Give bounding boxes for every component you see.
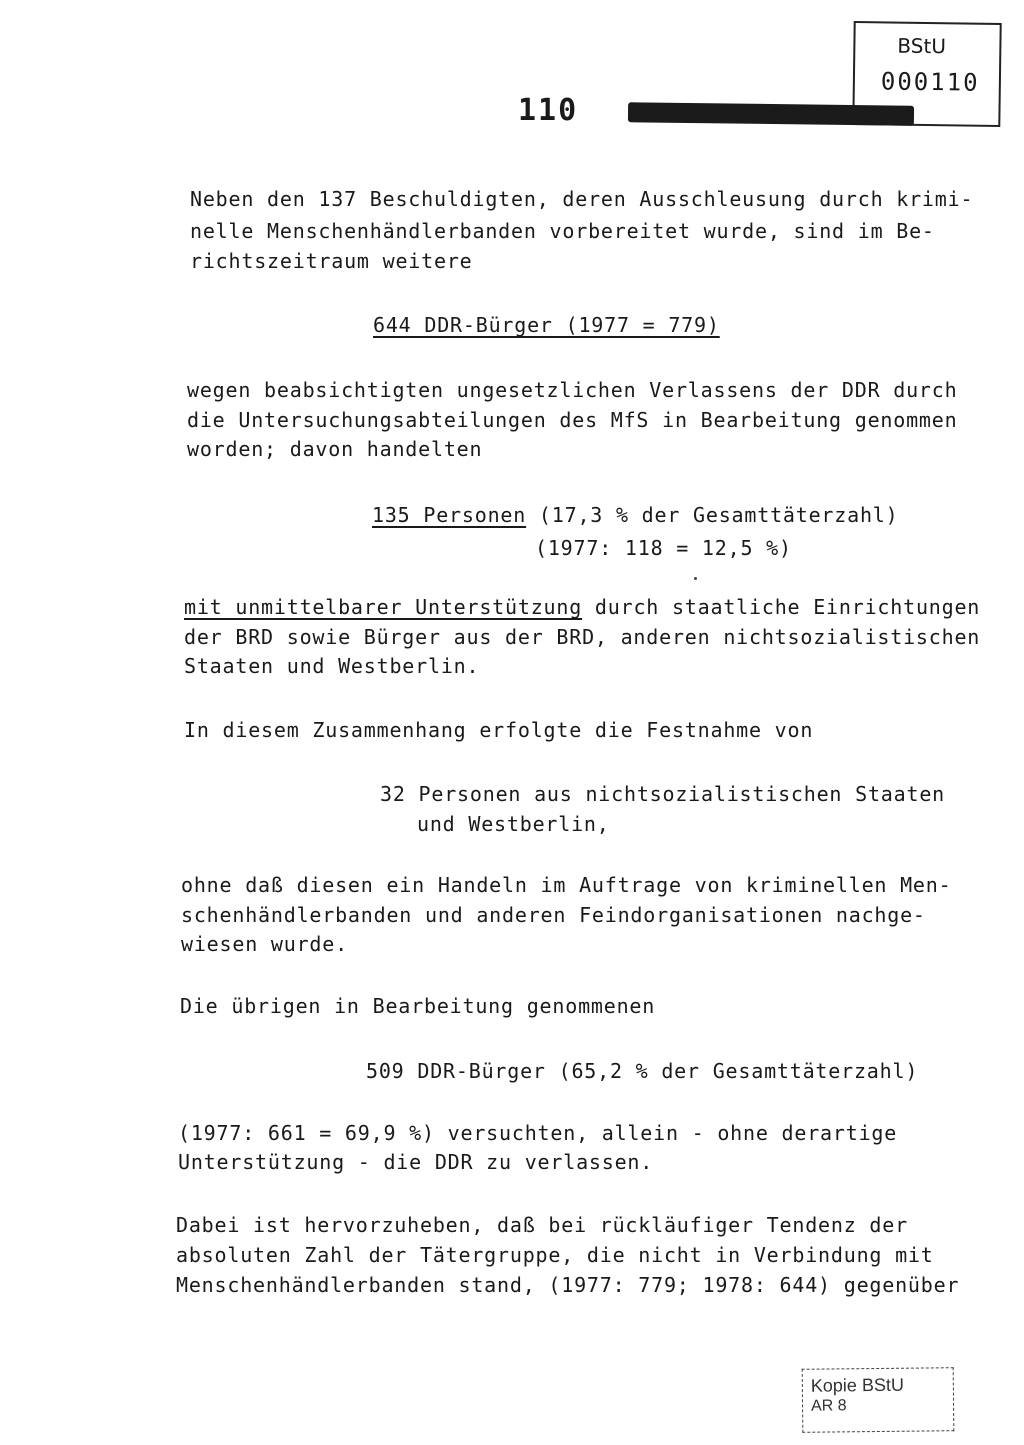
text-line — [184, 595, 980, 619]
underlined-figure: 135 Personen — [372, 503, 527, 527]
text-line: (1977: 661 = 69,9 %) versuchten, allein - ohne derartige — [178, 1121, 898, 1145]
text-line: Menschenhändlerbanden stand, (1977: 779; 1978: 644) gegenüber — [176, 1273, 960, 1297]
text-line: wiesen wurde. — [181, 932, 348, 956]
text-line: Dabei ist hervorzuheben, daß bei rückläufiger Tendenz der — [176, 1213, 908, 1237]
text-line: richtszeitraum weitere — [190, 249, 473, 273]
text-line: (1977: 118 = 12,5 %) — [535, 536, 792, 560]
text-line — [372, 503, 898, 527]
redaction-bar — [628, 102, 914, 125]
stamp-number: 000110 — [880, 67, 980, 97]
phrase-continuation: durch staatliche Einrichtungen — [582, 595, 981, 619]
underlined-phrase: mit unmittelbarer Unterstützung — [184, 595, 583, 619]
text-line: Staaten und Westberlin. — [184, 654, 480, 678]
text-line: die Untersuchungsabteilungen des MfS in Bearbeitung genommen — [187, 408, 958, 432]
text-line: 32 Personen aus nichtsozialistischen Staaten — [380, 782, 946, 806]
figure-detail: (17,3 % der Gesamttäterzahl) — [526, 503, 899, 527]
text-line: und Westberlin, — [417, 812, 610, 836]
text-line: worden; davon handelten — [187, 437, 483, 461]
text-line: der BRD sowie Bürger aus der BRD, anderen nichtsozialistischen — [184, 625, 981, 649]
copy-stamp-ref: AR 8 — [810, 1397, 847, 1415]
text-line: Die übrigen in Bearbeitung genommenen — [180, 994, 656, 1018]
text-line: absoluten Zahl der Tätergruppe, die nicht in Verbindung mit — [176, 1243, 934, 1267]
stamp-label: BStU — [897, 33, 947, 59]
copy-stamp — [802, 1367, 955, 1433]
text-line: nelle Menschenhändlerbanden vorbereitet wurde, sind im Be- — [190, 219, 935, 243]
text-line: Unterstützung - die DDR zu verlassen. — [178, 1150, 654, 1174]
text-line: ohne daß diesen ein Handeln im Auftrage von kriminellen Men- — [181, 873, 952, 897]
copy-stamp-label: Kopie BStU — [810, 1374, 905, 1396]
text-line: wegen beabsichtigten ungesetzlichen Verlassens der DDR durch — [187, 378, 958, 402]
text-line: In diesem Zusammenhang erfolgte die Festnahme von — [184, 718, 814, 742]
text-line: schenhändlerbanden und anderen Feindorganisationen nachge- — [181, 903, 926, 927]
highlighted-figure: 644 DDR-Bürger (1977 = 779) — [373, 313, 720, 337]
speck — [694, 577, 697, 580]
text-line: 509 DDR-Bürger (65,2 % der Gesamttäterzahl) — [366, 1059, 919, 1083]
page-number: 110 — [518, 93, 579, 128]
text-line: Neben den 137 Beschuldigten, deren Ausschleusung durch krimi- — [190, 187, 974, 211]
